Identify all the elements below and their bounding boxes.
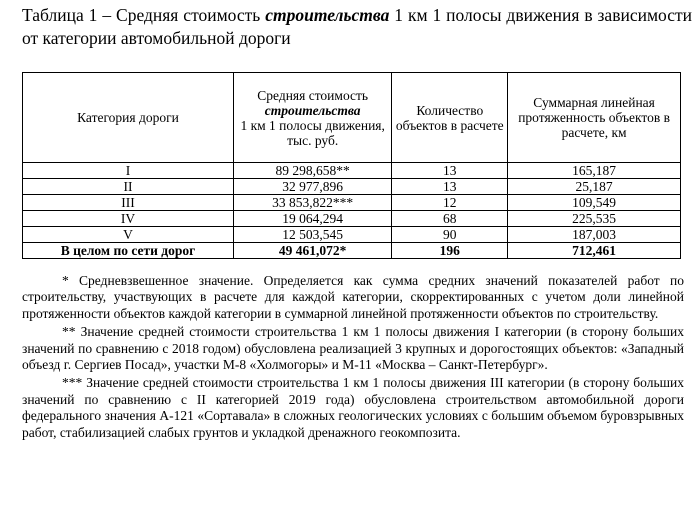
cell-length: 109,549: [508, 195, 681, 211]
header-cost-line3: 1 км 1 полосы движения,: [240, 117, 385, 133]
total-count: 196: [392, 243, 508, 259]
cell-cost: 12 503,545: [233, 227, 391, 243]
header-count: Количество объектов в расчете: [392, 73, 508, 163]
table-row: [23, 227, 681, 243]
footnote-category-1: ** Значение средней стоимости строительства 1 км 1 полосы движения I категории (в сторону больших значений по сравнению с 2018 годом) обусловлена реализацией 3 крупных и дорогостоящих объектов: «Западный объезд г. Сергиев Посад», участки М-8 «Холмогоры» и М-11 «Москва – Санкт-Петербург».: [22, 324, 684, 373]
header-cost-line1: Средняя стоимость: [257, 87, 369, 103]
footnotes: [22, 273, 684, 443]
cell-category: IV: [23, 211, 234, 227]
cell-count: 68: [392, 211, 508, 227]
table-total-row: [23, 243, 681, 259]
cell-cost: 32 977,896: [233, 179, 391, 195]
cell-count: 13: [392, 179, 508, 195]
table-row: [23, 163, 681, 179]
cell-length: 225,535: [508, 211, 681, 227]
total-length: 712,461: [508, 243, 681, 259]
cell-category: III: [23, 195, 234, 211]
footnote-weighted: * Средневзвешенное значение. Определяется как сумма средних значений показателей работ по строительству, участвующих в расчете для каждой категории, скорректированных с учетом доли линейной протяженности объектов каждой категории в суммарной линейной протяженности объектов по строительству.: [22, 273, 684, 321]
cell-count: 13: [392, 163, 508, 179]
table-caption: [22, 4, 692, 50]
footnote-category-3: *** Значение средней стоимости строительства 1 км 1 полосы движения III категории (в сторону больших значений по сравнению с II категорией 2019 года) обусловлена строительством автомобильной дороги федерального значения А-121 «Сортавала» в сложных геологических условиях с большим объемом буровзрывных работ, стабилизацией слабых грунтов и укладкой дренажного геокомпозита.: [22, 375, 684, 440]
cost-table: [22, 72, 681, 259]
total-category: В целом по сети дорог: [23, 243, 234, 259]
header-cost-line4: тыс. руб.: [287, 132, 339, 148]
table-header-row: [23, 73, 681, 163]
table-row: [23, 195, 681, 211]
total-cost: 49 461,072*: [233, 243, 391, 259]
header-cost-emphasis: строительства: [264, 102, 361, 118]
header-category: Категория дороги: [23, 73, 234, 163]
cell-count: 12: [392, 195, 508, 211]
cell-length: 25,187: [508, 179, 681, 195]
header-cost: [233, 73, 391, 163]
caption-emphasis: строительства: [265, 5, 390, 25]
table-row: [23, 179, 681, 195]
cell-length: 165,187: [508, 163, 681, 179]
header-length: Суммарная линейная протяженность объектов в расчете, км: [508, 73, 681, 163]
cell-length: 187,003: [508, 227, 681, 243]
table-row: [23, 211, 681, 227]
cell-category: V: [23, 227, 234, 243]
caption-suffix: 1 км 1 полосы движения в зависимости от категории автомобильной дороги: [22, 5, 692, 48]
cell-count: 90: [392, 227, 508, 243]
cell-cost: 33 853,822***: [233, 195, 391, 211]
cell-cost: 19 064,294: [233, 211, 391, 227]
caption-prefix: Таблица 1 – Средняя стоимость: [22, 5, 266, 25]
cell-category: II: [23, 179, 234, 195]
cell-cost: 89 298,658**: [233, 163, 391, 179]
cell-category: I: [23, 163, 234, 179]
